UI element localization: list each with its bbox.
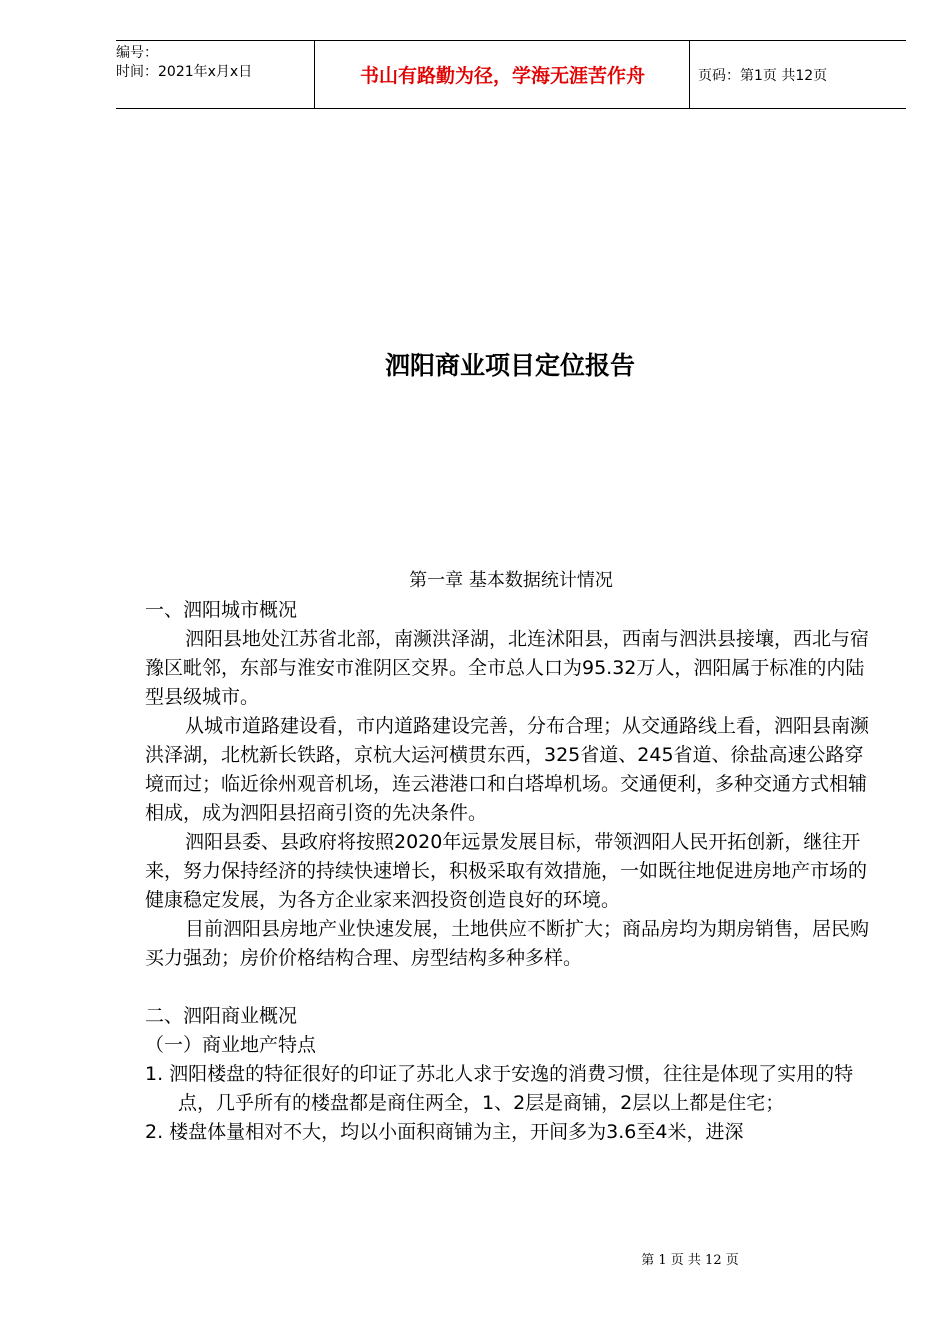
time-label: 时间：2021年x月x日 [116, 64, 253, 80]
chapter-heading: 第一章 基本数据统计情况 [409, 570, 613, 591]
document-body [145, 596, 880, 1147]
spacer [145, 973, 880, 1002]
document-title: 泗阳商业项目定位报告 [384, 351, 635, 380]
paragraph: 目前泗阳县房地产业快速发展，土地供应不断扩大；商品房均为期房销售，居民购买力强劲；房价价格结构合理、房型结构多种多样。 [145, 918, 870, 969]
header-page-number: 页码：第1页 共12页 [698, 67, 828, 84]
list-item: 1. 泗阳楼盘的特征很好的印证了苏北人求于安逸的消费习惯，往往是体现了实用的特点，几乎所有的楼盘都是商住两全，1、2层是商铺，2层以上都是住宅； [145, 1063, 854, 1114]
paragraph: 从城市道路建设看，市内道路建设完善，分布合理；从交通路线上看，泗阳县南濒洪泽湖，北枕新长铁路，京杭大运河横贯东西，325省道、245省道、徐盐高速公路穿境而过；临近徐州观音机场，连云港港口和白塔埠机场。交通便利，多种交通方式相辅相成，成为泗阳县招商引资的先决条件。 [145, 715, 870, 824]
subsection-heading: （一）商业地产特点 [145, 1034, 317, 1056]
list-item: 2. 楼盘体量相对不大，均以小面积商铺为主，开间多为3.6至4米，进深 [145, 1121, 744, 1143]
section2-heading: 二、泗阳商业概况 [145, 1005, 298, 1027]
number-label: 编号： [116, 45, 158, 61]
paragraph: 泗阳县委、县政府将按照2020年远景发展目标，带领泗阳人民开拓创新，继往开来，努力保持经济的持续快速增长，积极采取有效措施，一如既往地促进房地产市场的健康稳定发展，为各方企业家来泗投资创造良好的环境。 [145, 831, 868, 911]
paragraph: 泗阳县地处江苏省北部，南濒洪泽湖，北连沭阳县，西南与泗洪县接壤，西北与宿豫区毗邻，东部与淮安市淮阴区交界。全市总人口为95.32万人，泗阳属于标准的内陆型县级城市。 [145, 628, 870, 708]
header-meta [116, 41, 315, 108]
page-header [116, 40, 906, 109]
header-motto: 书山有路勤为径，学海无涯苦作舟 [316, 41, 690, 108]
page-footer: 第 1 页 共 12 页 [641, 1253, 739, 1268]
section1-heading: 一、泗阳城市概况 [145, 599, 298, 621]
